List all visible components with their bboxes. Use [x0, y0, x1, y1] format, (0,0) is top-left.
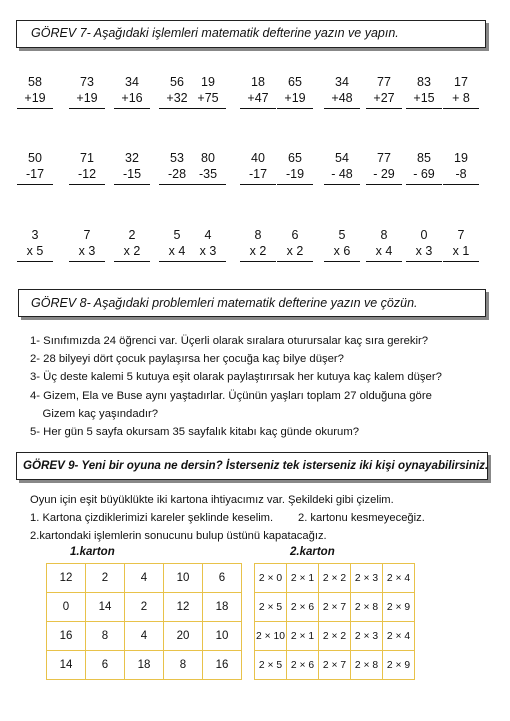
operand-top: 0	[420, 228, 428, 242]
card-cell: 18	[125, 651, 164, 680]
card-cell: 2 × 4	[383, 622, 415, 651]
operation-subtraction	[277, 150, 313, 185]
card-cell: 2 × 1	[287, 564, 319, 593]
operand-bottom: - 48	[324, 166, 360, 185]
card1-grid	[46, 563, 242, 680]
operation-addition	[366, 74, 402, 109]
operation-multiplication	[17, 227, 53, 262]
operand-bottom: +19	[277, 90, 313, 109]
card-cell: 16	[47, 622, 86, 651]
gorev7-title: GÖREV 7- Aşağıdaki işlemleri matematik defterine yazın ve yapın.	[31, 26, 399, 40]
card-cell: 2 × 1	[287, 622, 319, 651]
operation-multiplication	[277, 227, 313, 262]
card-cell: 2 × 8	[351, 651, 383, 680]
instruction-line: 2.kartondaki işlemlerin sonucunu bulup üstünü kapatacağız.	[30, 530, 327, 542]
operation-multiplication	[443, 227, 479, 262]
problem-item: 4- Gizem, Ela ve Buse aynı yaştadırlar. Üçünün yaşları toplam 27 olduğuna göre	[30, 389, 432, 402]
card-cell: 2 × 0	[255, 564, 287, 593]
operand-top: 32	[125, 151, 139, 165]
problem-item: 3- Üç deste kalemi 5 kutuya eşit olarak paylaştırırsak her kutuya kaç kalem düşer?	[30, 371, 442, 384]
card-cell: 6	[203, 564, 242, 593]
operation-subtraction	[17, 150, 53, 185]
operand-top: 40	[251, 151, 265, 165]
operand-bottom: +32	[159, 90, 195, 109]
operand-bottom: x 3	[406, 243, 442, 262]
operand-bottom: - 69	[406, 166, 442, 185]
operand-top: 7	[457, 228, 465, 242]
card-cell: 12	[47, 564, 86, 593]
card-row	[255, 622, 415, 651]
operand-top: 77	[377, 151, 391, 165]
card-cell: 2 × 4	[383, 564, 415, 593]
card-cell: 2 × 10	[255, 622, 287, 651]
operand-bottom: -28	[159, 166, 195, 185]
card-cell: 6	[86, 651, 125, 680]
operand-top: 19	[454, 151, 468, 165]
card-cell: 8	[164, 651, 203, 680]
operand-top: 73	[80, 75, 94, 89]
card2-grid	[254, 563, 415, 680]
card-cell: 2 × 2	[319, 622, 351, 651]
operand-top: 34	[125, 75, 139, 89]
card-cell: 2 × 6	[287, 593, 319, 622]
operand-top: 7	[83, 228, 91, 242]
operand-bottom: +19	[69, 90, 105, 109]
operation-multiplication	[324, 227, 360, 262]
operand-bottom: x 2	[277, 243, 313, 262]
operand-bottom: -12	[69, 166, 105, 185]
operand-top: 5	[338, 228, 346, 242]
operand-top: 2	[128, 228, 136, 242]
operand-bottom: - 29	[366, 166, 402, 185]
card-cell: 2 × 2	[319, 564, 351, 593]
operand-top: 18	[251, 75, 265, 89]
operand-top: 17	[454, 75, 468, 89]
card2-label: 2.karton	[290, 546, 335, 558]
problem-item: 5- Her gün 5 sayfa okursam 35 sayfalık kitabı kaç günde okurum?	[30, 426, 360, 439]
operand-top: 3	[31, 228, 39, 242]
operand-bottom: +75	[190, 90, 226, 109]
card-row	[255, 593, 415, 622]
card-cell: 0	[47, 593, 86, 622]
operand-bottom: +27	[366, 90, 402, 109]
operation-multiplication	[190, 227, 226, 262]
gorev8-title: GÖREV 8- Aşağıdaki problemleri matematik defterine yazın ve çözün.	[31, 296, 418, 310]
problem-item: 2- 28 bilyeyi dört çocuk paylaşırsa her çocuğa kaç bilye düşer?	[30, 353, 344, 366]
operation-addition	[443, 74, 479, 109]
operand-top: 34	[335, 75, 349, 89]
operation-addition	[277, 74, 313, 109]
card-cell: 2 × 7	[319, 651, 351, 680]
card-row	[47, 593, 242, 622]
operation-multiplication	[114, 227, 150, 262]
operand-bottom: -19	[277, 166, 313, 185]
card-row	[47, 622, 242, 651]
operation-multiplication	[240, 227, 276, 262]
operand-bottom: +48	[324, 90, 360, 109]
operation-addition	[69, 74, 105, 109]
operand-top: 8	[380, 228, 388, 242]
card-row	[47, 651, 242, 680]
card-cell: 2 × 9	[383, 651, 415, 680]
operation-subtraction	[366, 150, 402, 185]
operand-bottom: -17	[240, 166, 276, 185]
operation-subtraction	[406, 150, 442, 185]
card1-label: 1.karton	[70, 546, 115, 558]
card-cell: 10	[203, 622, 242, 651]
operand-top: 58	[28, 75, 42, 89]
operand-bottom: x 4	[366, 243, 402, 262]
operation-multiplication	[406, 227, 442, 262]
operand-top: 53	[170, 151, 184, 165]
operand-top: 50	[28, 151, 42, 165]
gorev9-instructions	[30, 491, 425, 545]
instruction-line: 1. Kartona çizdiklerimizi kareler şeklinde keselim. 2. kartonu kesmeyeceğiz.	[30, 512, 425, 524]
operand-top: 80	[201, 151, 215, 165]
card-row	[47, 564, 242, 593]
operand-bottom: +19	[17, 90, 53, 109]
operand-top: 71	[80, 151, 94, 165]
card-cell: 2 × 9	[383, 593, 415, 622]
gorev9-title-box	[16, 452, 488, 480]
operand-bottom: x 4	[159, 243, 195, 262]
operand-bottom: + 8	[443, 90, 479, 109]
operand-top: 4	[204, 228, 212, 242]
operation-addition	[17, 74, 53, 109]
operand-bottom: x 1	[443, 243, 479, 262]
card-cell: 8	[86, 622, 125, 651]
operand-top: 19	[201, 75, 215, 89]
operation-multiplication	[366, 227, 402, 262]
operation-subtraction	[443, 150, 479, 185]
card-cell: 12	[164, 593, 203, 622]
operand-bottom: x 3	[190, 243, 226, 262]
operand-bottom: x 2	[240, 243, 276, 262]
card-row	[255, 564, 415, 593]
operand-top: 54	[335, 151, 349, 165]
operand-bottom: -17	[17, 166, 53, 185]
operation-subtraction	[190, 150, 226, 185]
operand-bottom: +47	[240, 90, 276, 109]
operation-addition	[406, 74, 442, 109]
operand-top: 6	[291, 228, 299, 242]
operand-bottom: -15	[114, 166, 150, 185]
problem-item: Gizem kaç yaşındadır?	[30, 407, 159, 420]
card-cell: 10	[164, 564, 203, 593]
operand-bottom: x 2	[114, 243, 150, 262]
operation-addition	[240, 74, 276, 109]
card-cell: 20	[164, 622, 203, 651]
gorev7-title-box	[16, 20, 486, 48]
operation-addition	[190, 74, 226, 109]
instruction-line: Oyun için eşit büyüklükte iki kartona ihtiyacımız var. Şekildeki gibi çizelim.	[30, 494, 394, 506]
gorev9-title: GÖREV 9- Yeni bir oyuna ne dersin? İsterseniz tek isterseniz iki kişi oynayabilirsiniz.	[23, 459, 489, 472]
card-cell: 2 × 5	[255, 651, 287, 680]
operation-addition	[324, 74, 360, 109]
operand-top: 65	[288, 151, 302, 165]
operand-top: 83	[417, 75, 431, 89]
operand-top: 77	[377, 75, 391, 89]
operand-bottom: +16	[114, 90, 150, 109]
card-cell: 2 × 8	[351, 593, 383, 622]
operand-top: 85	[417, 151, 431, 165]
operand-bottom: -8	[443, 166, 479, 185]
card-cell: 16	[203, 651, 242, 680]
operand-bottom: +15	[406, 90, 442, 109]
card-cell: 14	[47, 651, 86, 680]
card-cell: 2 × 7	[319, 593, 351, 622]
operation-subtraction	[324, 150, 360, 185]
operand-bottom: x 3	[69, 243, 105, 262]
operation-addition	[114, 74, 150, 109]
card-cell: 2	[125, 593, 164, 622]
operation-subtraction	[114, 150, 150, 185]
card-cell: 2 × 5	[255, 593, 287, 622]
operation-subtraction	[240, 150, 276, 185]
gorev8-title-box	[18, 289, 486, 317]
card-cell: 2 × 3	[351, 622, 383, 651]
card-cell: 18	[203, 593, 242, 622]
problem-list	[30, 332, 442, 441]
operation-multiplication	[69, 227, 105, 262]
card-row	[255, 651, 415, 680]
card-cell: 14	[86, 593, 125, 622]
card-cell: 4	[125, 564, 164, 593]
card-cell: 2	[86, 564, 125, 593]
card-cell: 2 × 6	[287, 651, 319, 680]
card-cell: 2 × 3	[351, 564, 383, 593]
operand-top: 8	[254, 228, 262, 242]
operand-bottom: x 6	[324, 243, 360, 262]
operand-top: 56	[170, 75, 184, 89]
card-cell: 4	[125, 622, 164, 651]
operand-bottom: -35	[190, 166, 226, 185]
problem-item: 1- Sınıfımızda 24 öğrenci var. Üçerli olarak sıralara oturursalar kaç sıra gerekir?	[30, 335, 429, 347]
operation-subtraction	[69, 150, 105, 185]
operand-bottom: x 5	[17, 243, 53, 262]
operand-top: 5	[173, 228, 181, 242]
operand-top: 65	[288, 75, 302, 89]
